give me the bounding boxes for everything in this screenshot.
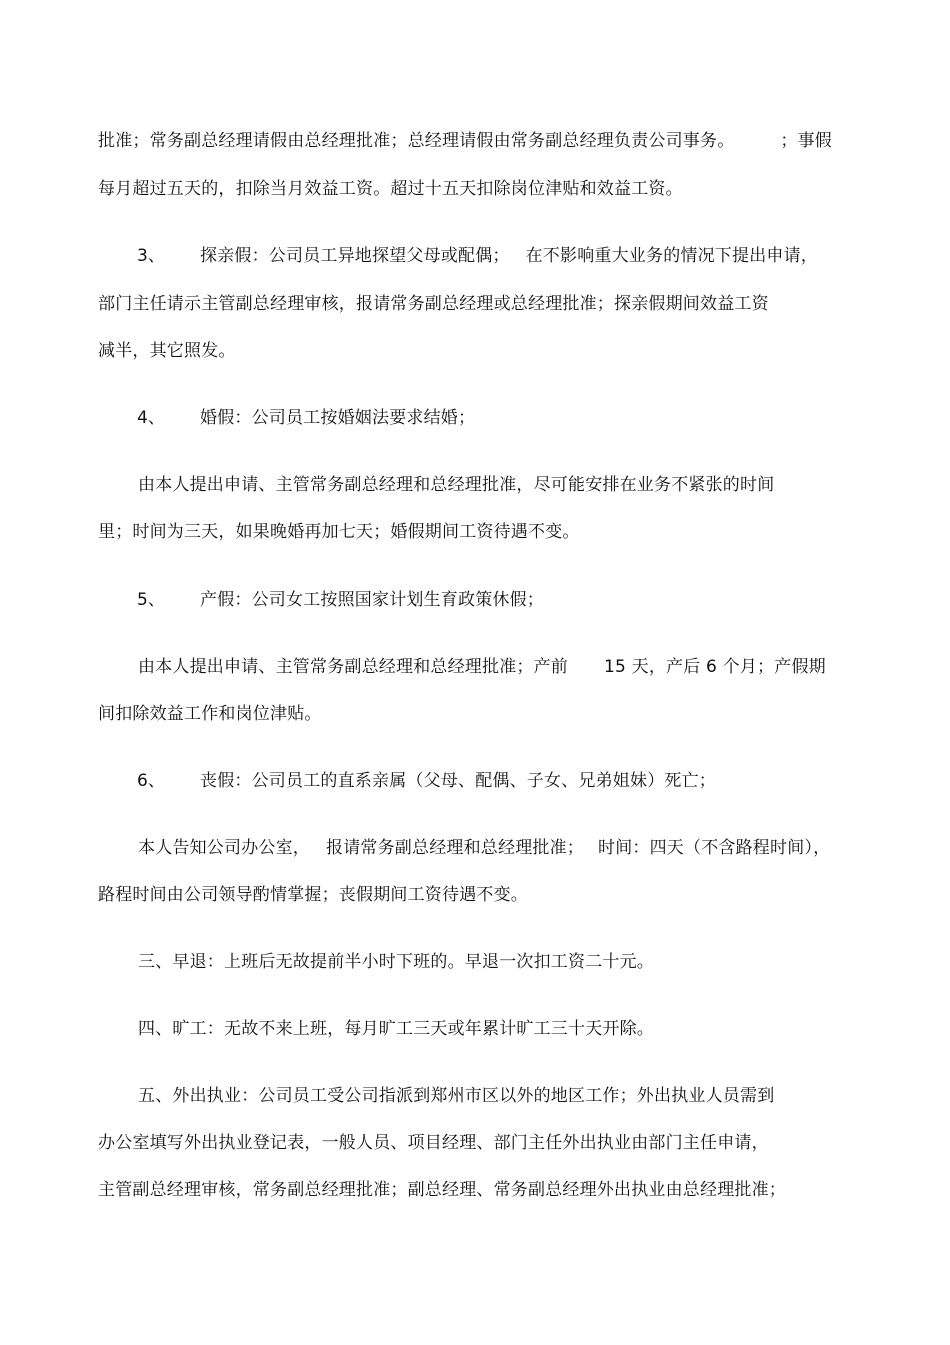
text-line: 减半，其它照发。 [98, 341, 236, 361]
text-line: 里；时间为三天，如果晚婚再加七天；婚假期间工资待遇不变。 [98, 522, 580, 542]
text-line: 丧假：公司员工的直系亲属（父母、配偶、子女、兄弟姐妹）死亡； [200, 771, 716, 791]
text-line: 路程时间由公司领导酌情掌握；丧假期间工资待遇不变。 [98, 885, 528, 905]
text-line [200, 244, 818, 268]
section-number: 5、 [137, 590, 165, 610]
text-line: 五、外出执业：公司员工受公司指派到郑州市区以外的地区工作；外出执业人员需到 [138, 1086, 775, 1106]
section-number: 6、 [137, 771, 165, 791]
text-line: 办公室填写外出执业登记表，一般人员、项目经理、部门主任外出执业由部门主任申请， [98, 1133, 769, 1153]
text-segment: 15 天，产后 6 个月；产假期 [604, 657, 826, 677]
text-segment: 报请常务副总经理和总经理批准； [326, 838, 584, 858]
text-line: 由本人提出申请、主管常务副总经理和总经理批准，尽可能安排在业务不紧张的时间 [138, 475, 775, 495]
text-line: 主管副总经理审核，常务副总经理批准；副总经理、常务副总经理外出执业由总经理批准； [98, 1180, 786, 1200]
text-line [138, 655, 826, 679]
section-number: 4、 [137, 408, 165, 428]
text-segment: 由本人提出申请、主管常务副总经理和总经理批准；产前 [138, 657, 568, 677]
text-line: 部门主任请示主管副总经理审核，报请常务副总经理或总经理批准；探亲假期间效益工资 [98, 294, 769, 314]
text-segment: ；事假 [780, 131, 833, 151]
text-line: 产假：公司女工按照国家计划生育政策休假； [200, 590, 544, 610]
text-line: 三、早退：上班后无故提前半小时下班的。早退一次扣工资二十元。 [138, 952, 654, 972]
text-segment: 探亲假：公司员工异地探望父母或配偶； [200, 246, 510, 266]
text-line: 每月超过五天的，扣除当月效益工资。超过十五天扣除岗位津贴和效益工资。 [98, 179, 683, 199]
text-segment: 在不影响重大业务的情况下提出申请， [525, 246, 819, 266]
text-segment: 本人告知公司办公室， [138, 838, 310, 858]
text-segment: 时间：四天（不含路程时间）， [598, 838, 831, 858]
text-line: 婚假：公司员工按婚姻法要求结婚； [200, 408, 476, 428]
text-line: 四、旷工：无故不来上班，每月旷工三天或年累计旷工三十天开除。 [138, 1019, 654, 1039]
text-segment: 批准；常务副总经理请假由总经理批准；总经理请假由常务副总经理负责公司事务。 [98, 131, 735, 151]
text-line: 间扣除效益工作和岗位津贴。 [98, 704, 322, 724]
text-line [98, 129, 832, 153]
section-number: 3、 [137, 246, 165, 266]
text-line [138, 836, 830, 860]
